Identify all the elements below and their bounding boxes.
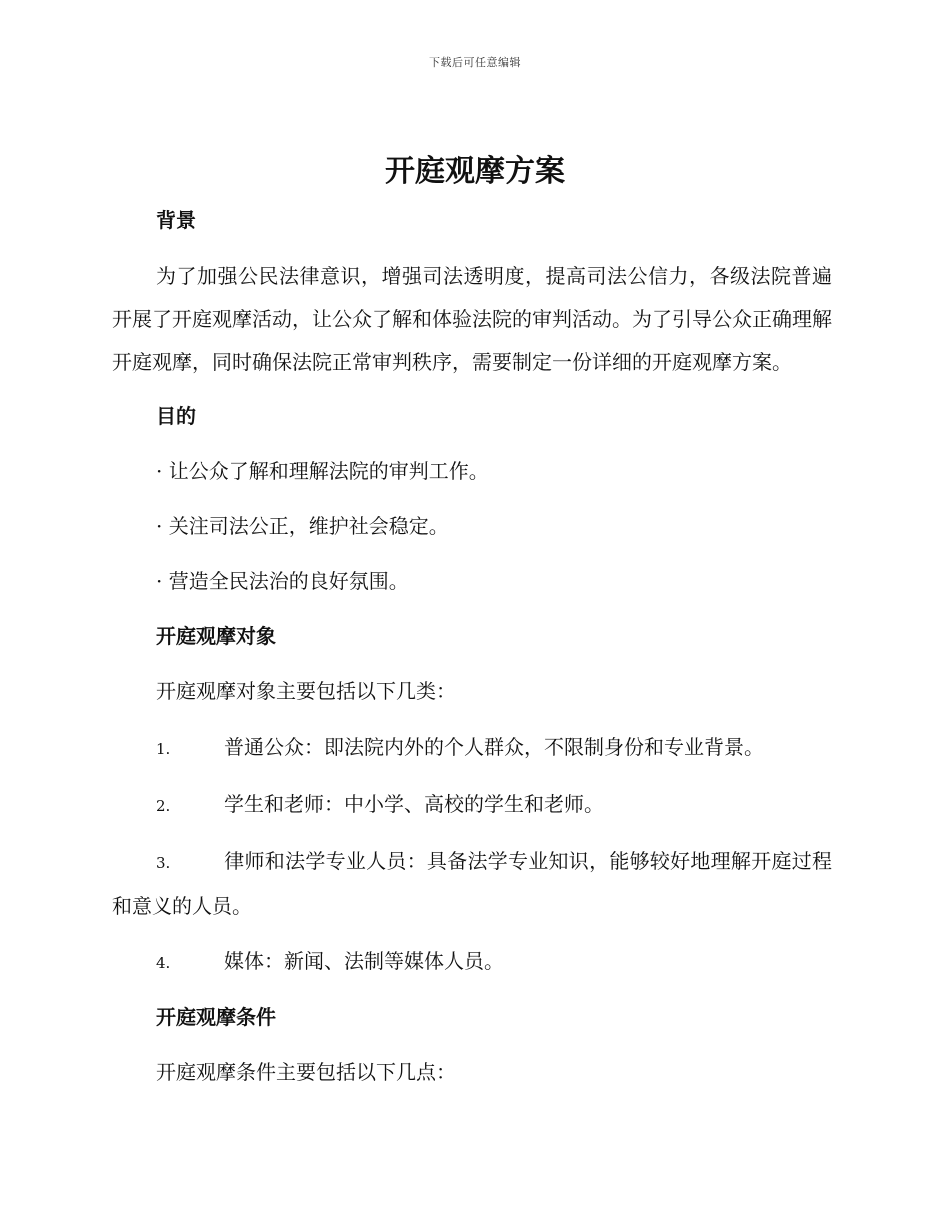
list-item-text: 媒体：新闻、法制等媒体人员。 [224,949,504,973]
audience-list-item [112,840,832,928]
purpose-bullet: · 营造全民法治的良好氛围。 [156,569,409,593]
section-heading-purpose: 目的 [156,404,196,428]
audience-list-item [112,726,832,771]
audience-list-item [112,940,832,985]
document-body [112,200,832,1092]
list-number: 4. [156,954,171,972]
purpose-bullet: · 让公众了解和理解法院的审判工作。 [156,459,489,483]
list-number: 3. [156,854,171,872]
list-item-text: 学生和老师：中小学、高校的学生和老师。 [224,792,604,816]
audience-intro: 开庭观摩对象主要包括以下几类： [156,679,456,703]
section-heading-conditions: 开庭观摩条件 [156,1005,276,1029]
list-item-text: 律师和法学专业人员：具备法学专业知识，能够较好地理解开庭过程和意义的人员。 [112,849,832,918]
list-number: 2. [156,797,171,815]
section-heading-audience: 开庭观摩对象 [156,624,276,648]
conditions-intro: 开庭观摩条件主要包括以下几点： [156,1060,456,1084]
purpose-bullet: · 关注司法公正，维护社会稳定。 [156,514,449,538]
header-note: 下载后可任意编辑 [429,56,521,69]
audience-list-item [112,783,832,828]
list-number: 1. [156,740,171,758]
list-item-text: 普通公众：即法院内外的个人群众，不限制身份和专业背景。 [224,735,764,759]
background-paragraph: 为了加强公民法律意识，增强司法透明度，提高司法公信力，各级法院普遍开展了开庭观摩活动，让公众了解和体验法院的审判活动。为了引导公众正确理解开庭观摩，同时确保法院正常审判秩序，需要制定一份详细的开庭观摩方案。 [112,264,832,374]
section-heading-background: 背景 [156,208,196,232]
document-title: 开庭观摩方案 [385,154,565,189]
